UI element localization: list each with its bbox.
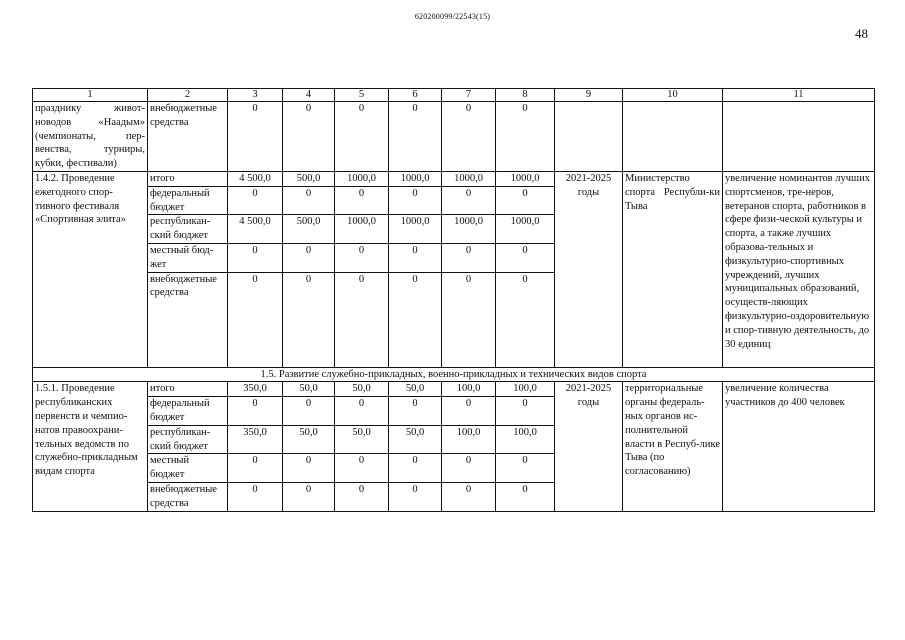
program-table — [32, 88, 875, 512]
section-title: 1.5. Развитие служебно-прикладных, военно-прикладных и технических видов спорта — [33, 367, 875, 382]
term-cell: 2021-2025 годы — [555, 171, 623, 367]
header-cell: 2 — [148, 89, 228, 102]
value-cell: 0 — [496, 186, 555, 215]
result-cell: увеличение количества участников до 400 человек — [723, 382, 875, 511]
table-row — [33, 171, 875, 186]
header-cell: 9 — [555, 89, 623, 102]
value-cell: 100,0 — [496, 425, 555, 454]
value-cell: 1000,0 — [335, 171, 389, 186]
value-cell: 0 — [496, 102, 555, 172]
table-header-row — [33, 89, 875, 102]
value-cell: 0 — [389, 454, 442, 483]
funding-source: местный бюджет — [148, 454, 228, 483]
value-cell: 50,0 — [283, 382, 335, 397]
document-id: 620200099/22543(15) — [414, 12, 491, 21]
header-cell: 1 — [33, 89, 148, 102]
funding-source: внебюджетные средства — [148, 272, 228, 367]
value-cell: 0 — [389, 272, 442, 367]
value-cell: 100,0 — [442, 425, 496, 454]
value-cell: 1000,0 — [389, 215, 442, 244]
funding-source: федеральный бюджет — [148, 186, 228, 215]
header-cell: 5 — [335, 89, 389, 102]
value-cell: 0 — [389, 243, 442, 272]
value-cell: 0 — [442, 102, 496, 172]
value-cell: 0 — [335, 272, 389, 367]
value-cell: 0 — [335, 243, 389, 272]
event-name: празднику живот-новодов «Наадым» (чемпионаты, пер-венства, турниры, кубки, фестивали) — [33, 102, 148, 172]
empty-cell — [723, 102, 875, 172]
value-cell: 0 — [389, 397, 442, 426]
value-cell: 1000,0 — [442, 171, 496, 186]
value-cell: 0 — [496, 272, 555, 367]
value-cell: 0 — [283, 454, 335, 483]
value-cell: 50,0 — [389, 425, 442, 454]
value-cell: 0 — [335, 482, 389, 511]
term-cell: 2021-2025 годы — [555, 382, 623, 511]
funding-source: республикан-ский бюджет — [148, 425, 228, 454]
header-cell: 7 — [442, 89, 496, 102]
table-row — [33, 382, 875, 397]
header-cell: 11 — [723, 89, 875, 102]
value-cell: 0 — [228, 454, 283, 483]
value-cell: 0 — [228, 243, 283, 272]
value-cell: 4 500,0 — [228, 215, 283, 244]
value-cell: 0 — [442, 243, 496, 272]
value-cell: 1000,0 — [389, 171, 442, 186]
value-cell: 0 — [496, 454, 555, 483]
section-row — [33, 367, 875, 382]
value-cell: 0 — [442, 482, 496, 511]
event-name: 1.5.1. Проведение республиканских первенств и чемпио-натов правоохрани-тельных ведомств по служебно-прикладным видам спорта — [33, 382, 148, 511]
value-cell: 100,0 — [496, 382, 555, 397]
value-cell: 350,0 — [228, 425, 283, 454]
funding-source: итого — [148, 382, 228, 397]
value-cell: 350,0 — [228, 382, 283, 397]
value-cell: 0 — [389, 186, 442, 215]
header-cell: 10 — [623, 89, 723, 102]
funding-source: республикан-ский бюджет — [148, 215, 228, 244]
funding-source: федеральный бюджет — [148, 397, 228, 426]
value-cell: 0 — [283, 482, 335, 511]
empty-cell — [623, 102, 723, 172]
value-cell: 1000,0 — [496, 171, 555, 186]
event-name: 1.4.2. Проведение ежегодного спор-тивного фестиваля «Спортивная элита» — [33, 171, 148, 367]
table-row — [33, 102, 875, 172]
executor-cell: территориальные органы федераль-ных органов ис-полнительной власти в Респуб-лике Тыва (по согласованию) — [623, 382, 723, 511]
value-cell: 500,0 — [283, 171, 335, 186]
empty-cell — [555, 102, 623, 172]
value-cell: 0 — [496, 397, 555, 426]
value-cell: 0 — [283, 102, 335, 172]
value-cell: 0 — [283, 272, 335, 367]
funding-source: внебюджетные средства — [148, 102, 228, 172]
value-cell: 0 — [389, 482, 442, 511]
value-cell: 50,0 — [335, 425, 389, 454]
value-cell: 0 — [228, 272, 283, 367]
value-cell: 0 — [496, 482, 555, 511]
value-cell: 0 — [228, 186, 283, 215]
value-cell: 0 — [228, 397, 283, 426]
header-cell: 6 — [389, 89, 442, 102]
value-cell: 0 — [283, 243, 335, 272]
value-cell: 50,0 — [389, 382, 442, 397]
value-cell: 0 — [442, 454, 496, 483]
value-cell: 0 — [335, 454, 389, 483]
funding-source: местный бюд-жет — [148, 243, 228, 272]
value-cell: 100,0 — [442, 382, 496, 397]
value-cell: 1000,0 — [335, 215, 389, 244]
value-cell: 0 — [283, 397, 335, 426]
value-cell: 50,0 — [283, 425, 335, 454]
value-cell: 0 — [283, 186, 335, 215]
header-cell: 8 — [496, 89, 555, 102]
value-cell: 0 — [442, 272, 496, 367]
value-cell: 0 — [228, 102, 283, 172]
funding-source: внебюджетные средства — [148, 482, 228, 511]
value-cell: 1000,0 — [496, 215, 555, 244]
header-cell: 3 — [228, 89, 283, 102]
value-cell: 0 — [442, 397, 496, 426]
value-cell: 0 — [228, 482, 283, 511]
value-cell: 4 500,0 — [228, 171, 283, 186]
header-cell: 4 — [283, 89, 335, 102]
executor-cell: Министерство спорта Республи-ки Тыва — [623, 171, 723, 367]
value-cell: 500,0 — [283, 215, 335, 244]
page-number: 48 — [855, 26, 868, 41]
value-cell: 0 — [442, 186, 496, 215]
value-cell: 0 — [496, 243, 555, 272]
value-cell: 0 — [389, 102, 442, 172]
value-cell: 0 — [335, 397, 389, 426]
value-cell: 0 — [335, 102, 389, 172]
value-cell: 50,0 — [335, 382, 389, 397]
value-cell: 1000,0 — [442, 215, 496, 244]
funding-source: итого — [148, 171, 228, 186]
result-cell: увеличение номинантов лучших спортсменов, тре-неров, ветеранов спорта, работников в сфере физи-ческой культуры и спорта, а также лучших образова-тельных и физкультурно-спортивных учреждений, лучших муниципальных образований, осуществ-ляющих физкультурно-оздоровительную и спор-тивную деятельность, до 30 единиц — [723, 171, 875, 367]
value-cell: 0 — [335, 186, 389, 215]
